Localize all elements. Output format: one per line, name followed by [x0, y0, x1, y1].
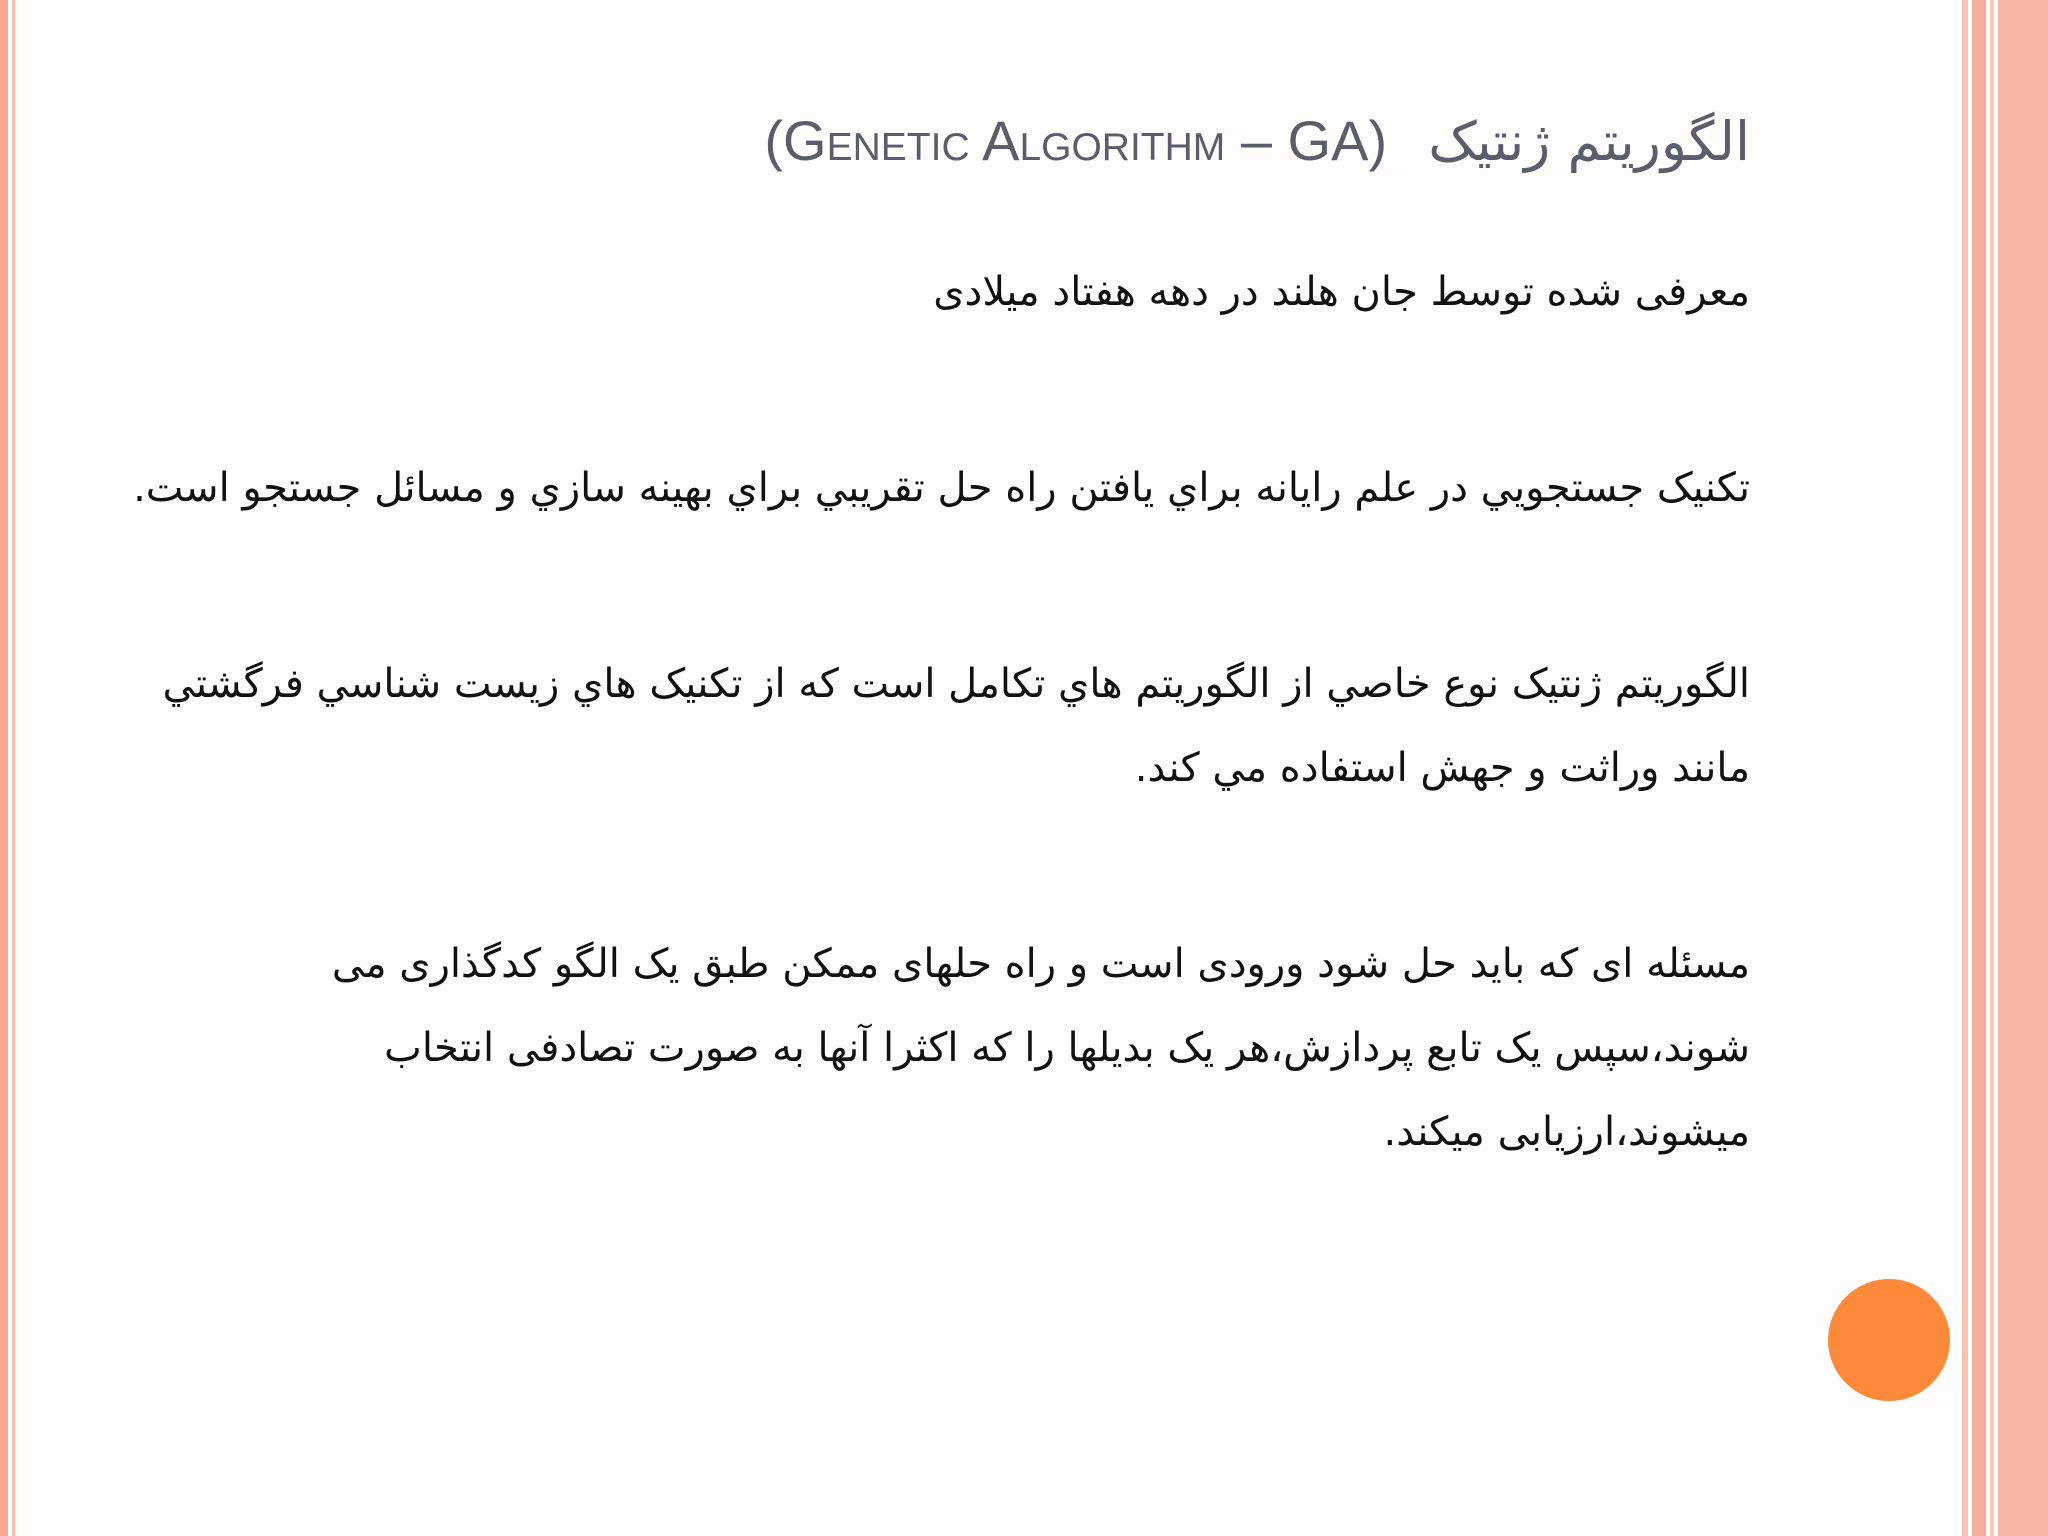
paragraph-definition: تکنيک جستجويي در علم رايانه براي يافتن راه حل تقريبي براي بهينه سازي و مسائل جستجو است. — [133, 465, 1750, 511]
slide-body — [130, 250, 1750, 1286]
paragraph-evolution: الگوريتم ژنتيک نوع خاصي از الگوريتم هاي تکامل است که از تکنيک هاي زيست شناسي فرگشتي مانند وراثت و جهش استفاده مي کند. — [162, 661, 1750, 791]
left-border-stripe — [0, 0, 8, 1536]
paragraph-process: مسئله ای که باید حل شود ورودی است و راه حلهای ممکن طبق یک الگو کدگذاری می شوند،سپس یک تابع پردازش،هر یک بدیلها را که اکثرا آنها به صورت تصادفی انتخاب میشوند،ارزیابی میکند. — [331, 941, 1750, 1155]
right-border-stripe — [1972, 0, 1986, 1536]
paragraph-introduction: معرفی شده توسط جان هلند در دهه هفتاد میلادی — [933, 269, 1750, 315]
decorative-circle — [1828, 1279, 1950, 1401]
slide-title-persian: الگوريتم ژنتيک — [1428, 110, 1750, 173]
right-border-stripe-thin — [1962, 0, 1968, 1536]
slide-title — [550, 108, 1750, 173]
right-border-band — [1998, 0, 2048, 1536]
slide-title-english: (Genetic Algorithm – GA) — [764, 109, 1388, 172]
left-border-stripe-thin — [12, 0, 15, 1536]
right-border-stripe-thin-2 — [1990, 0, 1994, 1536]
